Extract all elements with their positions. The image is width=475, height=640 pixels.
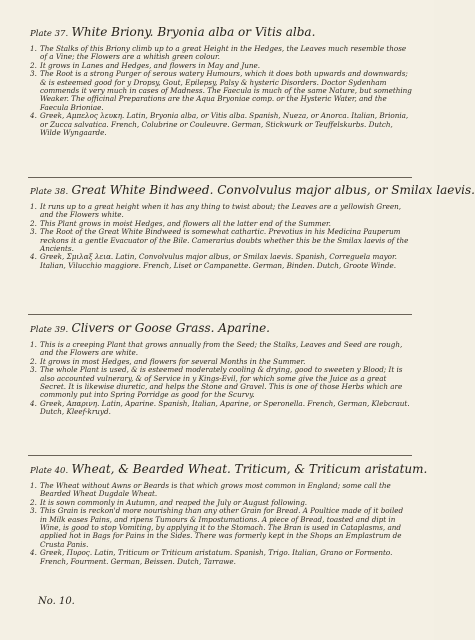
plate-number: Plate 37. (30, 29, 69, 39)
item-text: Greek, Πυρος. Latin, Triticum or Triticum aristatum. Spanish, Trigo. Italian, Grano or Formento. French, Fourment. German, Beissen. Dutch, Tarrawe. (40, 548, 393, 566)
item-text: This Grain is reckon'd more nourishing than any other Grain for Bread. A Poultice made of it boiled in Milk eases Pains, and ripens Tumours & Impostumations. A piece of Bread, toasted and dipt in Wine, is good to stop Vomiting, by applying it to the Stomach. The Bran is used in Cataplasms, and applied hot in Bags for Pains in the Sides. There was formerly kept in the Shops an Emplastrum de Crusta Panis. (40, 506, 404, 549)
item-number: 4. (30, 252, 37, 262)
plate-title: Wheat, & Bearded Wheat. Triticum, & Triticum aristatum. (71, 462, 428, 476)
item-text: This Plant grows in moist Hedges, and flowers all the latter end of the Summer. (40, 218, 331, 228)
plate-37 (0, 26, 434, 137)
plate-heading (30, 462, 428, 478)
issue-number: No. 10. (38, 596, 75, 607)
plate-item (30, 70, 412, 112)
plate-items (30, 45, 412, 137)
item-number: 4. (30, 398, 37, 408)
item-text: The Stalks of this Briony climb up to a great Height in the Hedges, the Leaves much resemble those of a Vine; the Flowers are a whitish green colour. (40, 44, 407, 62)
item-text: It is sown commonly in Autumn, and reaped the July or August following. (40, 497, 308, 507)
item-number: 3. (30, 506, 37, 516)
plate-item (30, 482, 412, 499)
plate-number: Plate 39. (30, 325, 69, 335)
plate-title: Great White Bindweed. Convolvulus major albus, or Smilax laevis. (71, 183, 475, 197)
plate-item (30, 549, 412, 566)
item-number: 2. (30, 60, 37, 70)
item-number: 1. (30, 340, 37, 349)
item-text: It grows in most Hedges, and flowers for several Months in the Summer. (40, 356, 306, 366)
plate-items (30, 341, 412, 417)
section-divider (28, 177, 412, 178)
plate-40 (0, 463, 434, 566)
plate-item (30, 400, 412, 417)
plate-item (30, 45, 412, 62)
item-text: Greek, Αμπελος λευκη. Latin, Bryonia alba, or Vitis alba. Spanish, Nueza, or Anorca. Italian, Brionia, or Zucca salvatica. French, Colubrine or Couleuvre. German, Stickwurk or Teuffelskurbs. Dutch, Wilde Wyngaarde. (40, 111, 409, 138)
plate-38 (0, 183, 475, 270)
section-divider (28, 455, 412, 456)
item-text: It runs up to a great height when it has any thing to twist about; the Leaves are a yellowish Green, and the Flowers white. (40, 202, 402, 220)
section-divider (28, 314, 412, 315)
plate-item (30, 112, 412, 137)
item-number: 3. (30, 69, 37, 79)
item-number: 1. (30, 481, 37, 490)
plate-title: White Briony. Bryonia alba or Vitis alba. (71, 25, 316, 39)
item-number: 2. (30, 497, 37, 507)
plate-39 (0, 322, 434, 417)
item-number: 1. (30, 44, 37, 53)
item-text: The Wheat without Awns or Beards is that which grows most common in England; some call the Bearded Wheat Dugdale Wheat. (40, 481, 391, 499)
plate-item (30, 507, 412, 549)
item-text: The Root is a strong Purger of serous watery Humours, which it does both upwards and downwards; & is esteemed good for y Dropsy, Gout, Epilepsy, Palsy & hysteric Disorders. Doctor Sydenham commends it very much in cases of Madness. The Faecula is much of the same Nature, but something Weaker. The officinal Preparations are the Aqua Bryoniae comp. or the Hysteric Water, and the Faecula Brioniae. (40, 69, 412, 112)
plate-heading (30, 322, 412, 337)
plate-heading (30, 183, 475, 199)
item-number: 1. (30, 202, 37, 211)
plate-number: Plate 38. (30, 187, 69, 197)
item-number: 3. (30, 227, 37, 237)
plate-item (30, 228, 412, 253)
plate-item (30, 366, 412, 400)
item-text: Greek, Απαρινη. Latin, Aparine. Spanish, Italian, Aparine, or Speronella. French, German, Klebcraut. Dutch, Kleef-kruyd. (40, 398, 410, 417)
item-number: 4. (30, 548, 37, 558)
plate-item (30, 341, 412, 358)
item-number: 3. (30, 365, 37, 375)
plate-item (30, 253, 412, 270)
item-number: 2. (30, 356, 37, 366)
plate-heading (30, 26, 412, 41)
plate-items (30, 203, 412, 270)
plate-number: Plate 40. (30, 466, 69, 476)
item-number: 4. (30, 111, 37, 121)
item-text: The whole Plant is used, & is esteemed moderately cooling & drying, good to sweeten y Blood; It is also accounted vulnerary, & of Service in y Kings-Evil, for which some give the Juice as a great Secret. It is likewise diuretic, and helps the Stone and Gravel. This is one of those Herbs which are commonly put into Spring Porridge as good for the Scurvy. (40, 365, 403, 400)
plate-title: Clivers or Goose Grass. Aparine. (71, 321, 270, 335)
plate-items (30, 482, 412, 566)
item-text: This is a creeping Plant that grows annually from the Seed; the Stalks, Leaves and Seed are rough, and the Flowers are white. (40, 340, 403, 358)
item-text: The Root of the Great White Bindweed is somewhat cathartic. Prevotius in his Medicina Pauperum reckons it a gentle Evacuator of the Bile. Camerarius doubts whether this be the Smilax laevis of the Ancients. (40, 227, 409, 254)
item-text: Greek, Σμιλαξ λεια. Latin, Convolvulus major albus, or Smilax laevis. Spanish, Correguela mayor. Italian, Vilucchio maggiore. French, Liset or Campanette. German, Binden. Dutch, Groote Winde. (40, 252, 397, 270)
item-number: 2. (30, 218, 37, 228)
item-text: It grows in Lanes and Hedges, and flowers in May and June. (40, 60, 261, 70)
plate-item (30, 203, 412, 220)
